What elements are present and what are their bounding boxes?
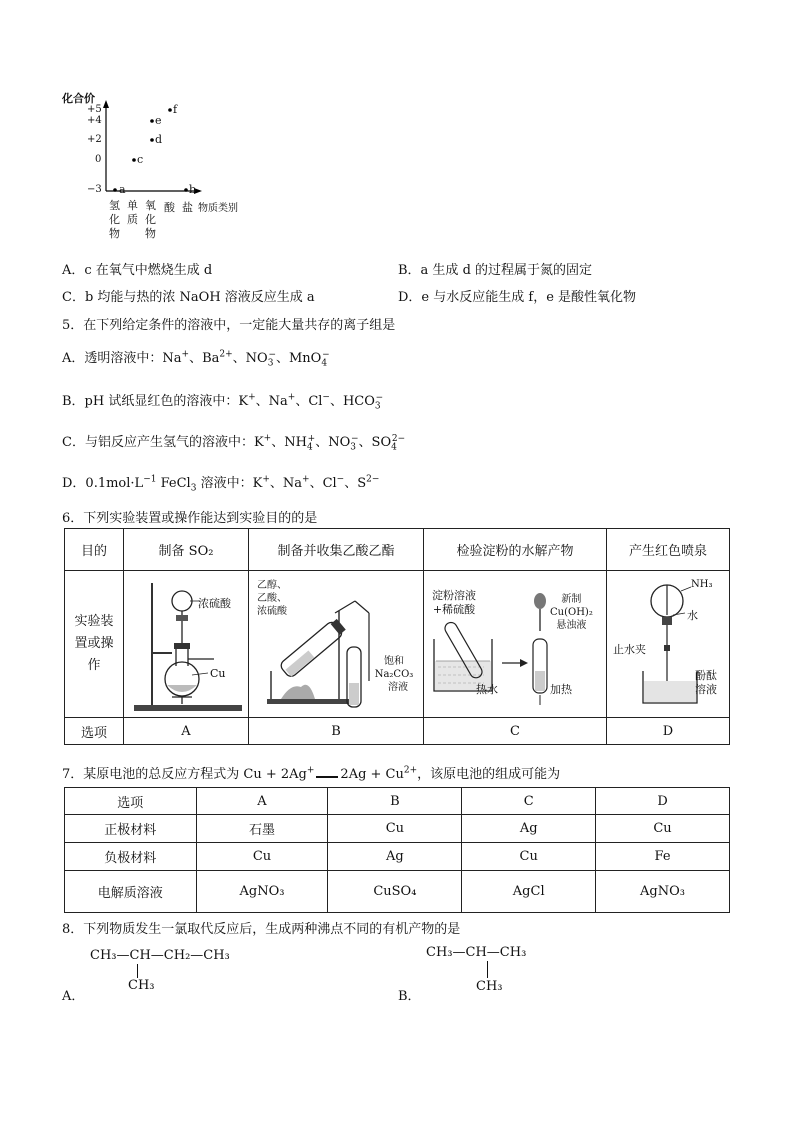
q8-option-b-label: B． <box>398 989 421 1004</box>
y-tick: +5 <box>87 104 102 115</box>
apparatus-a-diagram <box>124 571 249 718</box>
q5-option-b: B．pH 试纸显红色的溶液中：K+、Na+、Cl−、$HCO_3^-$ <box>62 392 384 412</box>
q8-option-a-branch: CH₃ <box>128 978 155 993</box>
x-category: 酸 <box>164 201 175 214</box>
label: 热水 <box>476 683 498 696</box>
apparatus-d-diagram <box>607 571 730 718</box>
apparatus-c-diagram <box>424 571 607 718</box>
q8-option-b-bond <box>487 961 488 978</box>
y-tick: +4 <box>87 115 102 126</box>
q7-header: 选项 <box>65 788 197 815</box>
table-cell: Cu <box>596 815 730 843</box>
table-cell: 石墨 <box>196 815 328 843</box>
q6-option-b: B <box>249 718 424 745</box>
q4-option-b: B．a 生成 d 的过程属于氮的固定 <box>398 263 593 278</box>
q6-purpose-c: 检验淀粉的水解产物 <box>424 529 607 571</box>
q5-option-c: C．与铝反应产生氢气的溶液中：K+、$NH_4^+$、$NO_3^-$、$SO_4^{2-}$ <box>62 433 406 453</box>
q4-option-d: D．e 与水反应能生成 f，e 是酸性氧化物 <box>398 290 637 305</box>
label: 新制 Cu(OH)₂ 悬浊液 <box>550 594 593 631</box>
q7-header: B <box>328 788 462 815</box>
table-cell: AgNO₃ <box>196 871 328 913</box>
label: Cu <box>210 667 226 680</box>
q5-option-a: A．透明溶液中：Na+、$Ba^{2+}$、$NO_3^-$、MnO$_4$− <box>62 349 330 369</box>
y-tick: 0 <box>95 154 102 165</box>
q6-purpose-a: 制备 SO₂ <box>124 529 249 571</box>
q6-table <box>64 528 730 745</box>
table-cell: Cu <box>462 843 596 871</box>
point-label: c <box>137 153 144 166</box>
point-label: d <box>155 133 163 146</box>
x-category: 盐 <box>182 201 193 214</box>
point-label: b <box>189 183 197 196</box>
table-cell: AgNO₃ <box>596 871 730 913</box>
label: 水 <box>687 609 698 622</box>
x-category: 单 质 <box>127 199 138 226</box>
label: 饱和Na₂CO₃ 溶液 <box>374 656 414 693</box>
table-cell: Ag <box>462 815 596 843</box>
q7-stem: 7．某原电池的总反应方程式为 Cu + 2Ag+ $2Ag + Cu^{2+}$，该原电池的组成可能为 <box>62 765 561 782</box>
x-axis-label: 物质类别 <box>198 203 238 214</box>
q4-option-a: A．c 在氧气中燃烧生成 d <box>62 263 213 278</box>
q8-option-b-formula: CH₃—CH—CH₃ <box>426 945 527 960</box>
q8-option-a-formula: CH₃—CH—CH₂—CH₃ <box>90 948 230 963</box>
point-label: f <box>173 103 178 116</box>
point-label: a <box>119 183 126 196</box>
q5-option-d: D．$0.1mol\cdot L^{-1}$ FeCl$_3$ 溶液中：K+、Na+、Cl−、$S^{2-}$ <box>62 474 380 494</box>
table-cell: CuSO₄ <box>328 871 462 913</box>
q6-purpose-b: 制备并收集乙酸乙酯 <box>249 529 424 571</box>
q8-option-a-bond <box>137 964 138 978</box>
label: NH₃ <box>691 579 713 590</box>
point-label: e <box>155 114 162 127</box>
table-cell: 负极材料 <box>65 843 197 871</box>
table-cell: Cu <box>196 843 328 871</box>
label: 止水夹 <box>613 643 646 656</box>
valence-graph <box>62 88 262 253</box>
y-axis-label: 化合价 <box>62 92 95 105</box>
label: 酚酞 溶液 <box>695 669 717 696</box>
q6-option-head: 选项 <box>65 718 124 745</box>
table-cell: Fe <box>596 843 730 871</box>
q8-option-a-label: A． <box>62 989 85 1004</box>
y-tick: +2 <box>87 134 102 145</box>
q6-option-a: A <box>124 718 249 745</box>
table-cell: Ag <box>328 843 462 871</box>
q8-stem: 8．下列物质发生一氯取代反应后，生成两种沸点不同的有机产物的是 <box>62 922 461 937</box>
q6-option-d: D <box>607 718 730 745</box>
table-cell: AgCl <box>462 871 596 913</box>
q7-header: D <box>596 788 730 815</box>
q7-header: C <box>462 788 596 815</box>
q6-purpose-d: 产生红色喷泉 <box>607 529 730 571</box>
q6-stem: 6．下列实验装置或操作能达到实验目的的是 <box>62 511 318 526</box>
q4-option-c: C．b 均能与热的浓 NaOH 溶液反应生成 a <box>62 290 315 305</box>
q7-header: A <box>196 788 328 815</box>
q6-header: 目的 <box>65 529 124 571</box>
table-cell: Cu <box>328 815 462 843</box>
label: 乙醇、 乙酸、 浓硫酸 <box>257 580 287 617</box>
q6-row-head: 实验装 置或操 作 <box>65 571 124 718</box>
q7-table <box>64 787 730 913</box>
table-cell: 电解质溶液 <box>65 871 197 913</box>
apparatus-b-diagram <box>249 571 424 718</box>
table-cell: 正极材料 <box>65 815 197 843</box>
q5-stem: 5．在下列给定条件的溶液中，一定能大量共存的离子组是 <box>62 318 396 333</box>
q8-option-b-branch: CH₃ <box>476 979 503 994</box>
label: 浓硫酸 <box>198 597 231 610</box>
x-category: 氧 化 物 <box>145 199 156 240</box>
q6-option-c: C <box>424 718 607 745</box>
y-tick: −3 <box>87 184 102 195</box>
x-category: 氢 化 物 <box>109 199 120 240</box>
label: 淀粉溶液 +稀硫酸 <box>432 589 476 616</box>
label: 加热 <box>550 683 572 696</box>
